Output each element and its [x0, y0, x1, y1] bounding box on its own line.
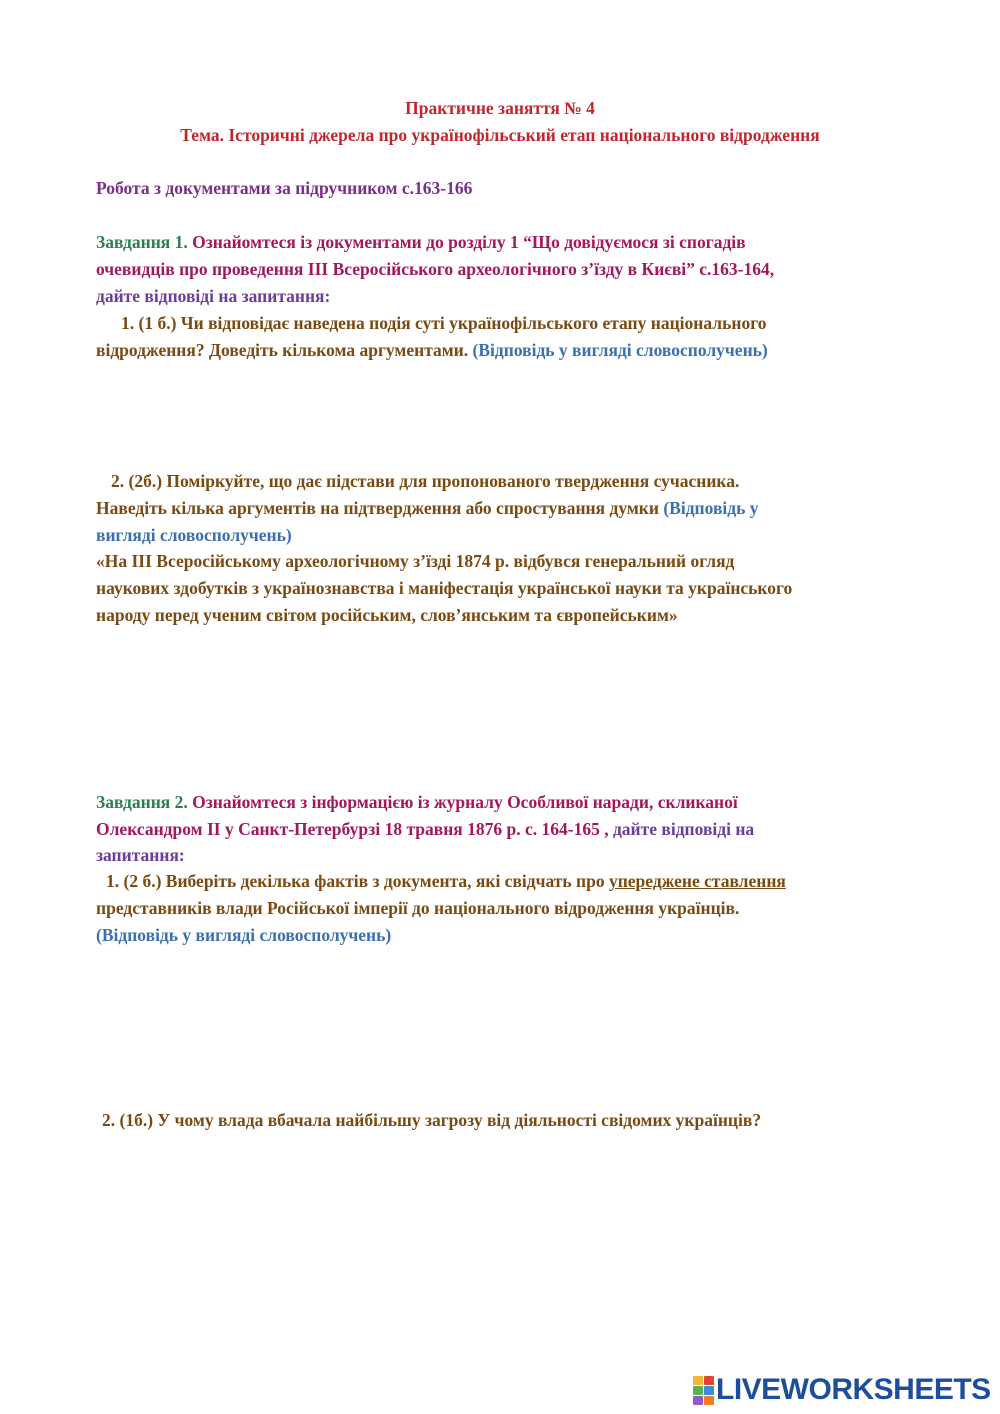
task1-q2-hint-a: (Відповідь у	[663, 498, 759, 518]
task2-q2-line1: 2. (1б.) У чому влада вбачала найбільшу загрозу від діяльності свідомих українців?	[102, 1110, 762, 1130]
task1-q2-hint-b: вигляді словосполучень)	[96, 525, 292, 545]
task1-line1	[96, 229, 746, 255]
task2-label: Завдання 2.	[96, 792, 188, 812]
liveworksheets-logo	[693, 1372, 991, 1408]
page-title: Практичне заняття № 4	[405, 98, 595, 118]
task2-line3: запитання:	[96, 845, 185, 865]
task2-q1-line1	[106, 868, 786, 894]
task2-q1-line2: представників влади Російської імперії до національного відродження українців.	[96, 898, 740, 918]
task1-line3: дайте відповіді на запитання:	[96, 286, 331, 306]
quote-line2: наукових здобутків з українознавства і маніфестація української науки та українського	[96, 578, 793, 598]
quote-line3: народу перед ученим світом російським, слов’янським та європейським»	[96, 605, 678, 625]
task2-q1-hint: (Відповідь у вигляді словосполучень)	[96, 925, 392, 945]
logo-tile	[704, 1376, 714, 1385]
task2-text-2a: Олександром ІІ у Санкт-Петербурзі 18 травня 1876 р. с. 164-165 ,	[96, 819, 613, 839]
logo-mark-icon	[693, 1376, 713, 1404]
logo-tile	[693, 1396, 703, 1405]
task2-q1-text: 1. (2 б.) Виберіть декілька фактів з документа, які свідчать про	[106, 871, 609, 891]
task2-text: Ознайомтеся з інформацією із журналу Особливої наради, скликаної	[187, 792, 738, 812]
quote-line1: «На ІІІ Всеросійському археологічному з’їзді 1874 р. відбувся генеральний огляд	[96, 551, 735, 571]
task1-q2-line1: 2. (2б.) Поміркуйте, що дає підстави для пропонованого твердження сучасника.	[111, 471, 740, 491]
task1-q1-line2	[96, 337, 768, 363]
task1-text: Ознайомтеся із документами до розділу 1 “Що довідуємося зі спогадів	[187, 232, 746, 252]
logo-tile	[693, 1386, 703, 1395]
task2-q1-underlined: упереджене ставлення	[608, 871, 786, 891]
task1-q2-line2	[96, 495, 758, 521]
logo-text: LIVEWORKSHEETS	[716, 1373, 991, 1406]
intro-text: Робота з документами за підручником с.163-166	[96, 178, 473, 198]
task2-line2	[96, 816, 754, 842]
task1-q1-hint: (Відповідь у вигляді словосполучень)	[472, 340, 768, 360]
task1-line2: очевидців про проведення ІІІ Всеросійського археологічного з’їзду в Києві” с.163-164,	[96, 259, 775, 279]
logo-tile	[704, 1386, 714, 1395]
task1-q1-line1: 1. (1 б.) Чи відповідає наведена подія суті українофільського етапу національного	[121, 313, 767, 333]
task2-text-2b: дайте відповіді на	[612, 819, 755, 839]
logo-tile	[693, 1376, 703, 1385]
logo-tile	[704, 1396, 714, 1405]
topic-heading: Тема. Історичні джерела про українофільський етап національного відродження	[180, 125, 820, 145]
task1-q2-text: Наведіть кілька аргументів на підтвердження або спростування думки	[96, 498, 664, 518]
task1-label: Завдання 1.	[96, 232, 188, 252]
task1-q1-text: відродження? Доведіть кількома аргументами.	[96, 340, 473, 360]
task2-line1	[96, 789, 738, 815]
